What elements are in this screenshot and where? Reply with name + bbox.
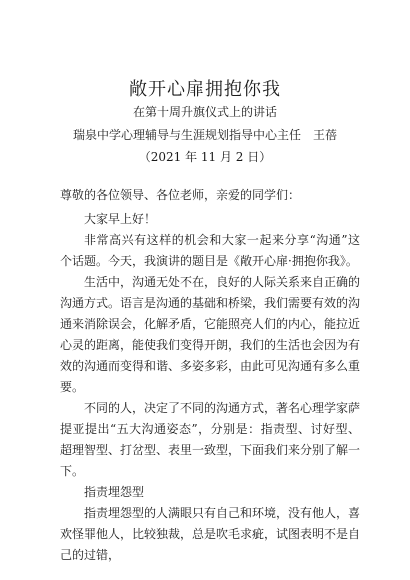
speech-author: 瑞泉中学心理辅导与生涯规划指导中心主任 王蓓	[72, 128, 337, 142]
section-heading-blaming: 指责埋怨型	[84, 485, 145, 499]
paragraph-importance: 生活中，沟通无处不在，良好的人际关系来自正确的沟通方式。语言是沟通的基础和桥梁，我们需要有效的沟通来消除误会，化解矛盾，它能照亮人们的内心，能拉近心灵的距离，能使我们变得开朗，我们的生活也会因为有效的沟通而变得和谐、多姿多彩，由此可见沟通有多么重要。	[60, 275, 361, 394]
paragraph-greeting: 大家早上好！	[84, 212, 157, 226]
speech-subtitle: 在第十周升旗仪式上的讲话	[132, 105, 277, 119]
speech-body	[60, 209, 360, 566]
speech-date: （2021 年 11 月 2 日）	[138, 150, 272, 164]
speech-title: 敞开心扉拥抱你我	[129, 79, 281, 100]
paragraph-topic: 非常高兴有这样的机会和大家一起来分享“沟通”这个话题。今天，我演讲的题目是《敞开心扉·拥抱你我》。	[60, 233, 360, 268]
paragraph-five-postures: 不同的人，决定了不同的沟通方式，著名心理学家萨提亚提出“五大沟通姿态”，分别是：指责型、讨好型、超理智型、打岔型、表里一致型，下面我们来分别了解一下。	[60, 401, 361, 478]
paragraph-blaming: 指责埋怨型的人满眼只有自己和环境，没有他人，喜欢怪罪他人，比较独裁，总是吹毛求疵，试图表明不是自己的过错，	[60, 506, 361, 562]
salutation: 尊敬的各位领导、各位老师，亲爱的同学们：	[60, 188, 301, 202]
